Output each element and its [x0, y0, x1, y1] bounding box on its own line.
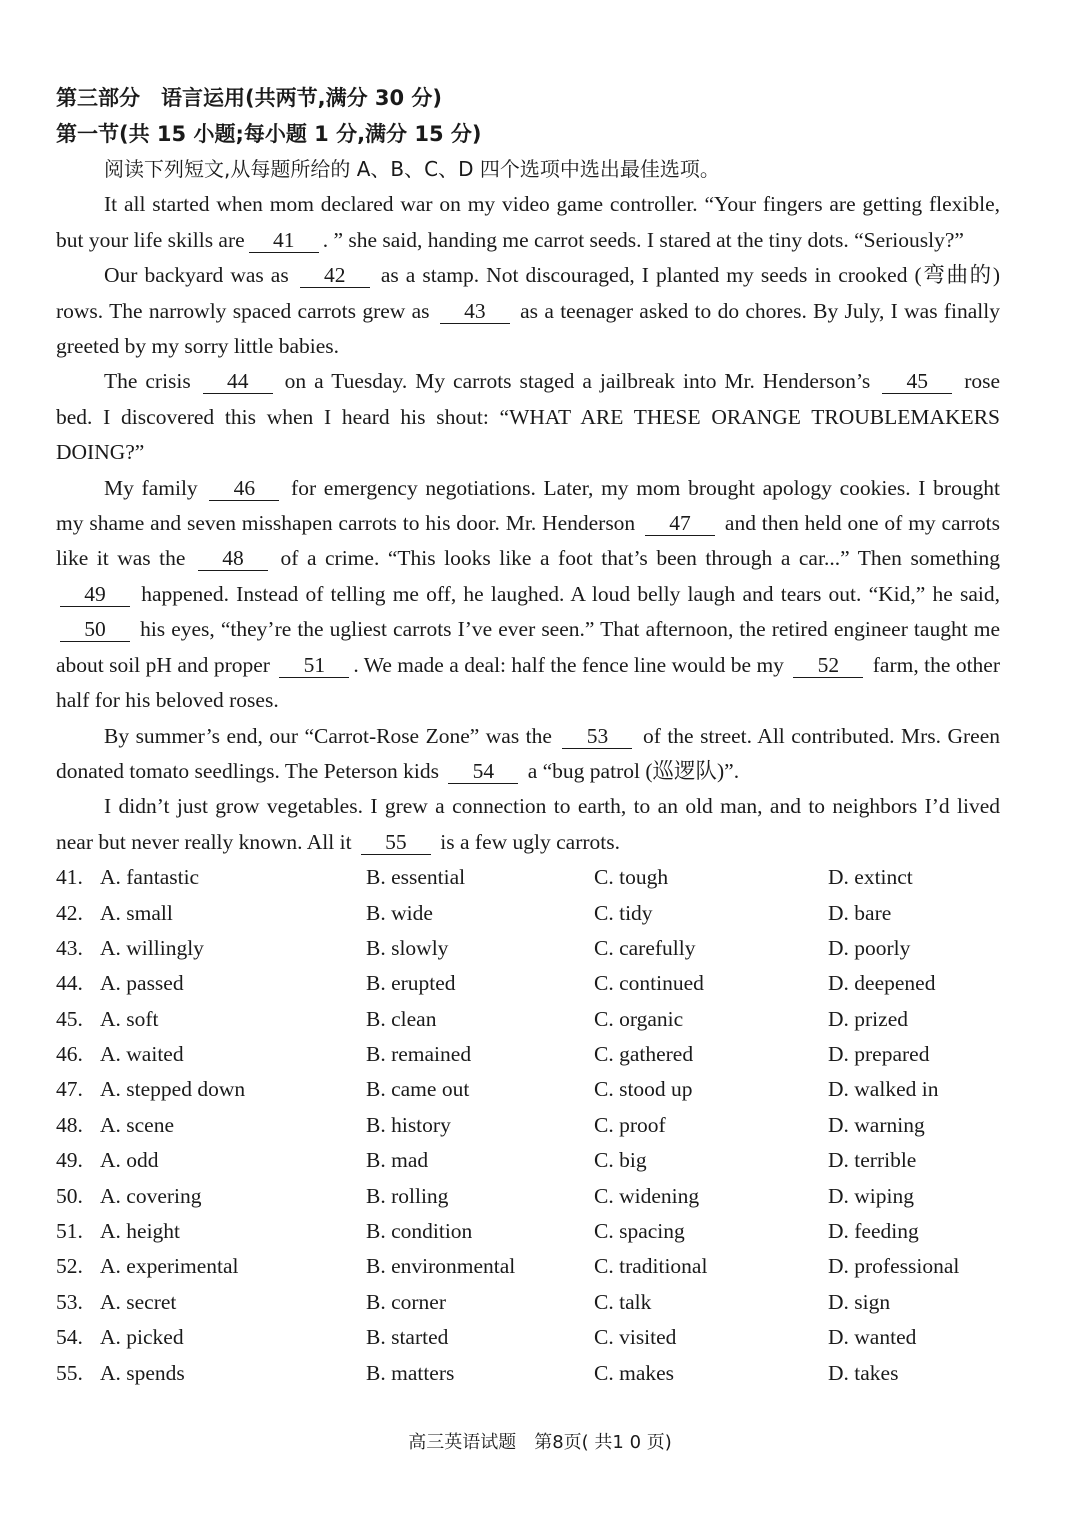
option-b: B. remained — [366, 1042, 472, 1067]
blank-54: 54 — [448, 759, 518, 784]
option-c: C. traditional — [594, 1254, 708, 1279]
question-number: 52. — [56, 1254, 83, 1279]
question-number: 51. — [56, 1219, 83, 1244]
blank-44: 44 — [203, 369, 273, 394]
passage-text: farm, the other half for his beloved roses. — [56, 652, 1001, 713]
option-c: C. gathered — [594, 1042, 694, 1067]
option-d: D. bare — [828, 900, 892, 925]
passage-text: and then held one of my carrots like it was the — [56, 511, 1001, 571]
option-row — [56, 1143, 1000, 1178]
blank-53: 53 — [562, 724, 632, 749]
blank-52: 52 — [793, 653, 863, 678]
blank-45: 45 — [882, 369, 952, 394]
question-number: 54. — [56, 1325, 83, 1350]
blank-51: 51 — [279, 653, 349, 678]
option-a: A. covering — [100, 1183, 202, 1208]
question-number: 44. — [56, 971, 83, 996]
passage-paragraph-6 — [56, 789, 1000, 860]
exam-page — [56, 80, 1000, 1391]
section-heading: 第一节(共 15 小题;每小题 1 分,满分 15 分) — [56, 122, 482, 146]
option-row — [56, 1037, 1000, 1072]
option-a: A. passed — [100, 971, 184, 996]
blank-46: 46 — [209, 476, 279, 501]
option-a: A. odd — [100, 1148, 159, 1173]
option-row — [56, 1214, 1000, 1249]
option-c: C. tough — [594, 865, 669, 890]
passage-text: for emergency negotiations. Later, my mom brought apology cookies. I brought my shame and seven misshapen carrots to his door. Mr. Henderson — [56, 475, 1001, 536]
blank-47: 47 — [645, 511, 715, 536]
question-number: 53. — [56, 1289, 83, 1314]
question-number: 48. — [56, 1112, 83, 1137]
question-number: 41. — [56, 865, 83, 890]
option-c: C. visited — [594, 1325, 677, 1350]
instruction-text: 阅读下列短文,从每题所给的 A、B、C、D 四个选项中选出最佳选项。 — [104, 157, 720, 181]
passage-text: on a Tuesday. My carrots staged a jailbreak into Mr. Henderson’s — [284, 369, 871, 394]
option-c: C. stood up — [594, 1077, 693, 1102]
option-b: B. mad — [366, 1148, 429, 1173]
option-b: B. slowly — [366, 935, 449, 960]
option-row — [56, 1072, 1000, 1107]
option-b: B. corner — [366, 1289, 446, 1314]
option-d: D. sign — [828, 1289, 891, 1314]
option-a: A. waited — [100, 1042, 184, 1067]
passage-paragraph-1 — [56, 187, 1000, 258]
option-row — [56, 966, 1000, 1001]
option-b: B. matters — [366, 1360, 455, 1385]
option-d: D. deepened — [828, 971, 936, 996]
passage-paragraph-2 — [56, 258, 1000, 364]
option-b: B. essential — [366, 865, 466, 890]
option-c: C. big — [594, 1148, 647, 1173]
option-a: A. scene — [100, 1112, 175, 1137]
blank-43: 43 — [440, 299, 510, 324]
option-a: A. stepped down — [100, 1077, 246, 1102]
option-c: C. spacing — [594, 1219, 685, 1244]
option-d: D. poorly — [828, 935, 911, 960]
option-a: A. picked — [100, 1325, 184, 1350]
question-number: 50. — [56, 1183, 83, 1208]
question-number: 42. — [56, 900, 83, 925]
passage-text: I didn’t just grow vegetables. I grew a connection to earth, to an old man, and to neighbors I’d lived near but never really known. All it — [56, 794, 1000, 854]
passage-text: as a teenager asked to do chores. By July, I was finally greeted by my sorry little babies. — [56, 298, 1000, 359]
blank-49: 49 — [60, 582, 130, 607]
option-a: A. height — [100, 1219, 181, 1244]
question-number: 47. — [56, 1077, 83, 1102]
option-a: A. soft — [100, 1006, 159, 1031]
blank-50: 50 — [60, 617, 130, 642]
option-b: B. history — [366, 1112, 451, 1137]
passage-text: My family — [104, 475, 198, 500]
option-row — [56, 1108, 1000, 1143]
option-row — [56, 860, 1000, 895]
option-b: B. environmental — [366, 1254, 516, 1279]
option-row — [56, 1002, 1000, 1037]
option-a: A. fantastic — [100, 865, 200, 890]
option-d: D. prepared — [828, 1042, 930, 1067]
option-c: C. talk — [594, 1289, 652, 1314]
option-a: A. experimental — [100, 1254, 239, 1279]
blank-48: 48 — [198, 546, 268, 571]
option-c: C. carefully — [594, 935, 696, 960]
option-row — [56, 1249, 1000, 1284]
option-row — [56, 896, 1000, 931]
passage-text: a “bug patrol (巡逻队)”. — [527, 758, 740, 783]
option-d: D. prized — [828, 1006, 908, 1031]
passage-text: Our backyard was as — [104, 263, 289, 288]
option-b: B. rolling — [366, 1183, 449, 1208]
option-d: D. takes — [828, 1360, 899, 1385]
option-d: D. warning — [828, 1112, 925, 1137]
part-heading: 第三部分 语言运用(共两节,满分 30 分) — [56, 86, 443, 110]
passage-text: The crisis — [104, 369, 191, 394]
passage-text: happened. Instead of telling me off, he laughed. A loud belly laugh and tears out. “Kid,” he said, — [141, 581, 1000, 606]
question-number: 43. — [56, 935, 83, 960]
passage-text: of a crime. “This looks like a foot that’s been through a car...” Then something — [280, 546, 1001, 571]
question-number: 45. — [56, 1006, 83, 1031]
option-d: D. professional — [828, 1254, 960, 1279]
option-row — [56, 1179, 1000, 1214]
option-b: B. wide — [366, 900, 433, 925]
passage-paragraph-3 — [56, 364, 1000, 470]
passage-text: is a few ugly carrots. — [440, 829, 621, 854]
option-d: D. wiping — [828, 1183, 914, 1208]
option-b: B. started — [366, 1325, 449, 1350]
option-c: C. tidy — [594, 900, 653, 925]
option-c: C. proof — [594, 1112, 666, 1137]
page-footer: 高三英语试题 第8页( 共1 0 页) — [408, 1432, 672, 1453]
passage-paragraph-5 — [56, 719, 1000, 790]
option-c: C. makes — [594, 1360, 675, 1385]
option-d: D. terrible — [828, 1148, 917, 1173]
option-d: D. walked in — [828, 1077, 939, 1102]
blank-55: 55 — [361, 830, 431, 855]
option-row — [56, 931, 1000, 966]
question-number: 55. — [56, 1360, 83, 1385]
passage-text: It all started when mom declared war on my video game controller. “Your fingers are getting flexible, but your life skills are — [56, 192, 1000, 252]
option-row — [56, 1356, 1000, 1391]
option-d: D. wanted — [828, 1325, 917, 1350]
option-a: A. secret — [100, 1289, 177, 1314]
option-a: A. small — [100, 900, 173, 925]
question-number: 49. — [56, 1148, 83, 1173]
option-c: C. continued — [594, 971, 704, 996]
question-number: 46. — [56, 1042, 83, 1067]
passage-text: of the street. All contributed. Mrs. Green donated tomato seedlings. The Peterson kids — [56, 723, 1001, 783]
passage-text: By summer’s end, our “Carrot-Rose Zone” was the — [104, 723, 552, 748]
option-a: A. spends — [100, 1360, 185, 1385]
passage-text: as a stamp. Not discouraged, I planted my seeds in crooked (弯曲的) rows. The narrowly spaced carrots grew as — [56, 263, 1001, 323]
option-a: A. willingly — [100, 935, 204, 960]
blank-41: 41 — [249, 228, 319, 253]
passage-text: his eyes, “they’re the ugliest carrots I’ve ever seen.” That afternoon, the retired engineer taught me about soil pH and proper — [56, 617, 1000, 677]
options-list — [56, 860, 1000, 1391]
option-row — [56, 1320, 1000, 1355]
option-d: D. feeding — [828, 1219, 919, 1244]
option-b: B. came out — [366, 1077, 470, 1102]
option-c: C. organic — [594, 1006, 684, 1031]
option-b: B. clean — [366, 1006, 437, 1031]
option-b: B. erupted — [366, 971, 456, 996]
option-row — [56, 1285, 1000, 1320]
passage-paragraph-4 — [56, 471, 1000, 719]
option-d: D. extinct — [828, 865, 913, 890]
option-c: C. widening — [594, 1183, 700, 1208]
option-b: B. condition — [366, 1219, 473, 1244]
passage-text: . ” she said, handing me carrot seeds. I stared at the tiny dots. “Seriously?” — [322, 227, 964, 252]
passage-text: rose bed. I discovered this when I heard his shout: “WHAT ARE THESE ORANGE TROUBLEMAKERS DOING?” — [56, 369, 1001, 465]
passage-text: . We made a deal: half the fence line would be my — [353, 652, 784, 677]
blank-42: 42 — [300, 263, 370, 288]
